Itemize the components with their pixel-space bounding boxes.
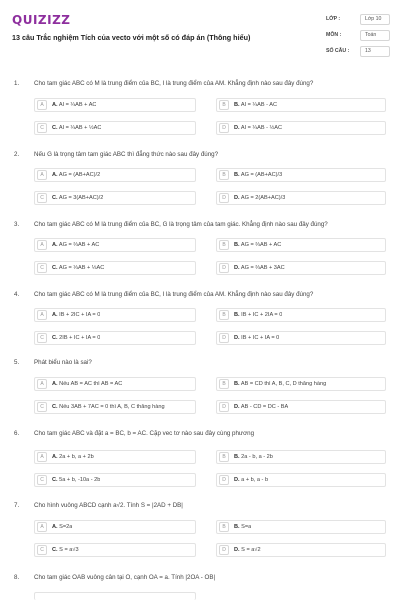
question-number: 4. bbox=[14, 291, 20, 298]
option-text: B. AG = (AB+AC)/3 bbox=[234, 172, 283, 178]
question-number: 2. bbox=[14, 151, 20, 158]
option-text: A. 2a + b, a + 2b bbox=[52, 454, 94, 460]
question-text: Cho hình vuông ABCD cạnh a√2. Tính S = |2AD + DB| bbox=[34, 502, 183, 509]
option-text: D. AI = ¼AB - ½AC bbox=[234, 125, 283, 131]
option-text: D. a + b, a - b bbox=[234, 477, 269, 483]
option-text: D. AG = ⅔AB + 3AC bbox=[234, 265, 285, 271]
option-text: A. AI = ¼AB + AC bbox=[52, 102, 97, 108]
question-text: Cho tam giác OAB vuông cân tại O, cạnh OA = a. Tính |2OA - OB| bbox=[34, 574, 216, 581]
option-badge: D bbox=[219, 193, 229, 203]
option-badge: B bbox=[219, 379, 229, 389]
meta-value: Lớp 10 bbox=[360, 14, 390, 25]
question-number: 1. bbox=[14, 80, 20, 87]
question-number: 3. bbox=[14, 221, 20, 228]
option-badge: D bbox=[219, 333, 229, 343]
option-badge: D bbox=[219, 123, 229, 133]
option-badge: B bbox=[219, 170, 229, 180]
option-text: A. IB + 2IC + IA = 0 bbox=[52, 312, 101, 318]
option-badge: B bbox=[219, 452, 229, 462]
option-badge: A bbox=[37, 310, 47, 320]
option-badge: C bbox=[37, 263, 47, 273]
question-3-option-a[interactable] bbox=[34, 238, 196, 252]
question-text: Cho tam giác ABC có M là trung điểm của BC, I là trung điểm của AM. Khẳng định nào sau đây đúng? bbox=[34, 291, 314, 298]
meta-value: Toán bbox=[360, 30, 390, 41]
option-text: C. 5a + b, -10a - 2b bbox=[52, 477, 101, 483]
option-badge: C bbox=[37, 545, 47, 555]
option-badge: A bbox=[37, 452, 47, 462]
meta-row-subject bbox=[326, 29, 390, 41]
option-badge: D bbox=[219, 263, 229, 273]
meta-label: LỚP : bbox=[326, 16, 341, 22]
option-badge: C bbox=[37, 402, 47, 412]
question-7-option-c[interactable] bbox=[34, 543, 196, 557]
option-text: D. AG = 2(AB+AC)/3 bbox=[234, 195, 286, 201]
question-text: Phát biểu nào là sai? bbox=[34, 359, 92, 366]
question-number: 8. bbox=[14, 574, 20, 581]
question-5-option-d[interactable] bbox=[216, 400, 386, 414]
option-badge: B bbox=[219, 100, 229, 110]
option-badge: D bbox=[219, 475, 229, 485]
meta-label: SỐ CÂU : bbox=[326, 48, 350, 54]
meta-row-class bbox=[326, 13, 390, 25]
meta-row-count bbox=[326, 45, 390, 57]
meta-label: MÔN : bbox=[326, 32, 342, 38]
question-3-option-d[interactable] bbox=[216, 261, 386, 275]
option-badge: A bbox=[37, 170, 47, 180]
question-1-option-d[interactable] bbox=[216, 121, 386, 135]
question-1-option-c[interactable] bbox=[34, 121, 196, 135]
option-badge: B bbox=[219, 310, 229, 320]
option-text: A. Nếu AB = AC thì AB = AC bbox=[52, 381, 123, 387]
question-number: 5. bbox=[14, 359, 20, 366]
meta-value: 13 bbox=[360, 46, 390, 57]
question-5-option-c[interactable] bbox=[34, 400, 196, 414]
question-8-option-a-partial[interactable] bbox=[34, 592, 196, 600]
option-text: A. AG = ⅔AB + AC bbox=[52, 242, 100, 248]
option-text: D. AB - CD = DC - BA bbox=[234, 404, 289, 410]
question-7-option-b[interactable] bbox=[216, 520, 386, 534]
option-badge: C bbox=[37, 193, 47, 203]
question-3-option-c[interactable] bbox=[34, 261, 196, 275]
document-header bbox=[0, 0, 400, 62]
question-4-option-a[interactable] bbox=[34, 308, 196, 322]
option-badge: A bbox=[37, 240, 47, 250]
option-badge: A bbox=[37, 522, 47, 532]
question-6-option-b[interactable] bbox=[216, 450, 386, 464]
question-6-option-c[interactable] bbox=[34, 473, 196, 487]
meta-panel bbox=[326, 13, 390, 61]
option-text: B. S=a bbox=[234, 524, 252, 530]
option-text: B. AG = ⅔AB + AC bbox=[234, 242, 282, 248]
quizizz-logo: QUIZIZZ bbox=[12, 13, 71, 27]
question-4-option-c[interactable] bbox=[34, 331, 196, 345]
question-2-option-d[interactable] bbox=[216, 191, 386, 205]
option-text: B. AI = ¼AB - AC bbox=[234, 102, 278, 108]
question-5-option-a[interactable] bbox=[34, 377, 196, 391]
option-badge: C bbox=[37, 123, 47, 133]
option-badge: A bbox=[37, 100, 47, 110]
question-text: Cho tam giác ABC có M là trung điểm của BC, G là trọng tâm của tam giác. Khẳng định nào sau đây đúng? bbox=[34, 221, 328, 228]
question-2-option-a[interactable] bbox=[34, 168, 196, 182]
option-badge: C bbox=[37, 475, 47, 485]
option-badge: B bbox=[219, 240, 229, 250]
option-text: A. S=2a bbox=[52, 524, 73, 530]
question-4-option-b[interactable] bbox=[216, 308, 386, 322]
document-title: 13 câu Trắc nghiệm Tích của vecto với một số có đáp án (Thông hiểu) bbox=[12, 33, 251, 42]
option-badge: B bbox=[219, 522, 229, 532]
question-7-option-d[interactable] bbox=[216, 543, 386, 557]
option-badge: D bbox=[219, 545, 229, 555]
question-7-option-a[interactable] bbox=[34, 520, 196, 534]
option-text: C. AG = ⅓AB + ⅓AC bbox=[52, 265, 105, 271]
option-text: C. S = a√3 bbox=[52, 547, 79, 553]
option-badge: A bbox=[37, 379, 47, 389]
option-text: B. AB = CD thì A, B, C, D thẳng hàng bbox=[234, 381, 327, 387]
question-6-option-d[interactable] bbox=[216, 473, 386, 487]
question-1-option-b[interactable] bbox=[216, 98, 386, 112]
option-text: C. AG = 3(AB+AC)/2 bbox=[52, 195, 104, 201]
question-2-option-c[interactable] bbox=[34, 191, 196, 205]
option-text: C. Nếu 3AB + 7AC = 0 thì A, B, C thẳng hàng bbox=[52, 404, 165, 410]
question-text: Cho tam giác ABC có M là trung điểm của BC, I là trung điểm của AM. Khẳng định nào sau đây đúng? bbox=[34, 80, 314, 87]
question-number: 6. bbox=[14, 430, 20, 437]
option-badge: D bbox=[219, 402, 229, 412]
question-3-option-b[interactable] bbox=[216, 238, 386, 252]
option-text: D. IB + IC + IA = 0 bbox=[234, 335, 280, 341]
question-2-option-b[interactable] bbox=[216, 168, 386, 182]
question-5-option-b[interactable] bbox=[216, 377, 386, 391]
question-text: Nếu G là trọng tâm tam giác ABC thì đẳng thức nào sau đây đúng? bbox=[34, 151, 219, 158]
option-text: B. IB + IC + 2IA = 0 bbox=[234, 312, 283, 318]
option-badge: C bbox=[37, 333, 47, 343]
question-number: 7. bbox=[14, 502, 20, 509]
option-text: C. AI = ¼AB + ½AC bbox=[52, 125, 102, 131]
question-text: Cho tam giác ABC và đặt a = BC, b = AC. Cặp vec tơ nào sau đây cùng phương bbox=[34, 430, 255, 437]
question-6-option-a[interactable] bbox=[34, 450, 196, 464]
question-1-option-a[interactable] bbox=[34, 98, 196, 112]
option-text: D. S = a√2 bbox=[234, 547, 261, 553]
option-text: C. 2IB + IC + IA = 0 bbox=[52, 335, 101, 341]
option-text: B. 2a - b, a - 2b bbox=[234, 454, 273, 460]
question-4-option-d[interactable] bbox=[216, 331, 386, 345]
option-text: A. AG = (AB+AC)/2 bbox=[52, 172, 101, 178]
